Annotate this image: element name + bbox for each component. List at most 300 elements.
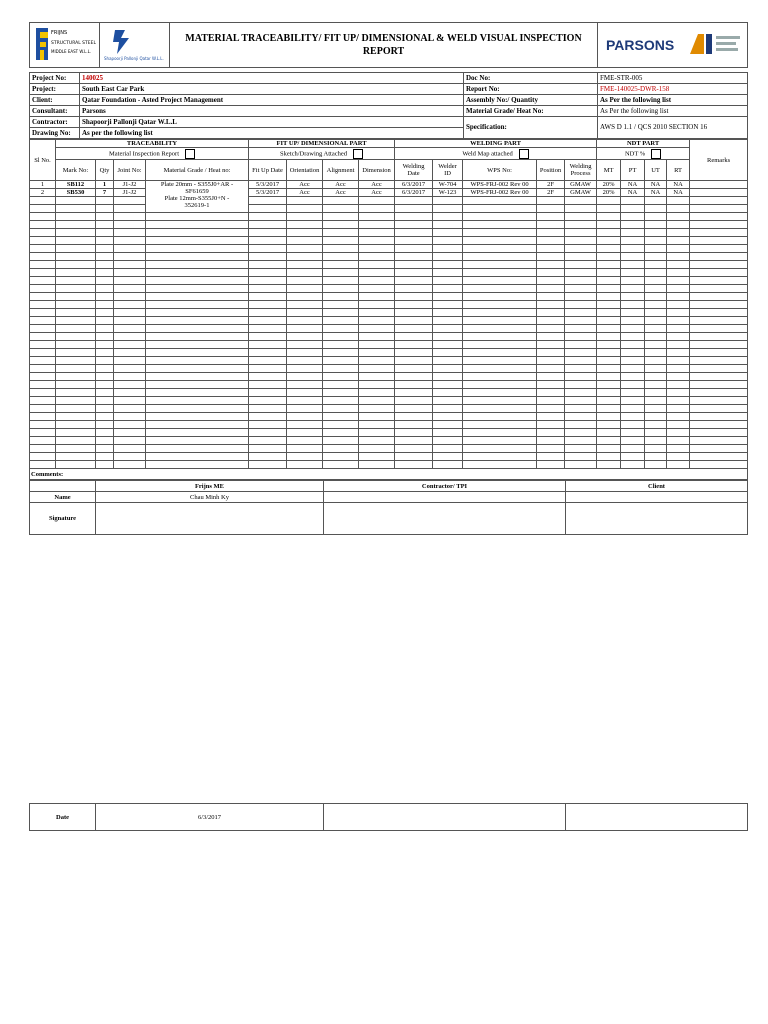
empty-cell (30, 429, 56, 437)
empty-cell (56, 445, 96, 453)
empty-cell (597, 253, 621, 261)
empty-cell (597, 453, 621, 461)
empty-cell (249, 301, 287, 309)
empty-cell (323, 293, 359, 301)
empty-cell (395, 445, 433, 453)
empty-cell (645, 413, 667, 421)
col-wps-no: WPS No: (463, 160, 537, 181)
empty-cell (667, 325, 690, 333)
empty-cell (323, 413, 359, 421)
empty-cell (690, 309, 748, 317)
empty-cell (96, 349, 114, 357)
cell-weld-date: 6/3/2017 (395, 189, 433, 197)
ndt-checkbox[interactable] (651, 149, 661, 159)
empty-cell (146, 245, 249, 253)
page-title (170, 23, 598, 68)
empty-cell (667, 253, 690, 261)
empty-cell (146, 293, 249, 301)
empty-cell (433, 389, 463, 397)
parsons-logo-icon (600, 24, 746, 64)
empty-cell (287, 237, 323, 245)
empty-cell (323, 453, 359, 461)
empty-cell (690, 429, 748, 437)
empty-cell (249, 413, 287, 421)
cell-weld-date: 6/3/2017 (395, 181, 433, 189)
empty-cell (30, 221, 56, 229)
empty-cell (537, 253, 565, 261)
table-row (30, 293, 748, 301)
shapoorji-logo (100, 23, 170, 68)
empty-cell (667, 461, 690, 469)
empty-cell (30, 293, 56, 301)
empty-cell (359, 341, 395, 349)
empty-cell (667, 365, 690, 373)
empty-cell (96, 389, 114, 397)
material-grade-line: SF61659 (185, 188, 209, 195)
empty-cell (565, 397, 597, 405)
empty-cell (323, 389, 359, 397)
empty-cell (463, 301, 537, 309)
empty-cell (30, 333, 56, 341)
empty-cell (359, 413, 395, 421)
empty-cell (645, 229, 667, 237)
cell-alignment: Acc (323, 189, 359, 197)
empty-cell (114, 341, 146, 349)
table-row (30, 341, 748, 349)
empty-cell (249, 245, 287, 253)
empty-cell (537, 373, 565, 381)
col-joint-no: Joint No: (114, 160, 146, 181)
empty-cell (645, 373, 667, 381)
empty-cell (433, 373, 463, 381)
empty-cell (395, 381, 433, 389)
material-report-checkbox[interactable] (185, 149, 195, 159)
cell-alignment: Acc (323, 181, 359, 189)
contractor-name: Shapoorji Pallonji Qatar W.L.L (80, 117, 464, 128)
empty-cell (621, 261, 645, 269)
empty-cell (56, 453, 96, 461)
frijns-logo-line1: FRIJNS (51, 29, 68, 36)
date-section (29, 803, 747, 831)
info-label: Project: (30, 84, 80, 95)
empty-cell (537, 461, 565, 469)
cell-fit-date: 5/3/2017 (249, 181, 287, 189)
empty-cell (287, 325, 323, 333)
table-row (30, 397, 748, 405)
empty-cell (359, 245, 395, 253)
empty-cell (597, 389, 621, 397)
empty-cell (56, 269, 96, 277)
empty-cell (56, 245, 96, 253)
empty-cell (433, 261, 463, 269)
empty-cell (56, 429, 96, 437)
empty-cell (667, 269, 690, 277)
weld-map-text: Weld Map attached (462, 149, 513, 157)
empty-cell (690, 397, 748, 405)
empty-cell (56, 349, 96, 357)
empty-cell (621, 349, 645, 357)
empty-cell (395, 293, 433, 301)
col-pt: PT (621, 160, 645, 181)
table-row (30, 381, 748, 389)
parsons-logo-label: PARSONS (606, 36, 675, 53)
empty-cell (323, 317, 359, 325)
empty-cell (146, 437, 249, 445)
empty-cell (537, 293, 565, 301)
sketch-checkbox[interactable] (353, 149, 363, 159)
empty-cell (645, 341, 667, 349)
empty-cell (645, 309, 667, 317)
empty-cell (537, 229, 565, 237)
empty-cell (395, 437, 433, 445)
empty-cell (56, 237, 96, 245)
empty-cell (114, 221, 146, 229)
empty-cell (395, 357, 433, 365)
empty-cell (463, 461, 537, 469)
empty-cell (56, 229, 96, 237)
empty-cell (359, 381, 395, 389)
empty-cell (690, 213, 748, 221)
info-label: Report No: (464, 84, 598, 95)
info-label: Project No: (30, 73, 80, 84)
cell-qty: 7 (96, 189, 114, 197)
empty-cell (323, 365, 359, 373)
ndt-header: NDT PART (597, 140, 690, 148)
fitup-header: FIT UP/ DIMENSIONAL PART (249, 140, 395, 148)
empty-cell (146, 317, 249, 325)
empty-cell (287, 221, 323, 229)
empty-cell (621, 229, 645, 237)
empty-cell (249, 229, 287, 237)
col-ut: UT (645, 160, 667, 181)
empty-cell (565, 437, 597, 445)
empty-cell (96, 357, 114, 365)
empty-cell (30, 261, 56, 269)
cell-welder: W-123 (433, 189, 463, 197)
empty-cell (621, 413, 645, 421)
table-row (30, 445, 748, 453)
empty-cell (645, 213, 667, 221)
empty-cell (114, 357, 146, 365)
empty-cell (395, 325, 433, 333)
empty-cell (433, 277, 463, 285)
empty-cell (96, 237, 114, 245)
empty-cell (597, 373, 621, 381)
empty-cell (565, 365, 597, 373)
contractor-name-field[interactable] (324, 492, 566, 503)
empty-cell (463, 429, 537, 437)
empty-cell (565, 277, 597, 285)
empty-cell (56, 317, 96, 325)
empty-cell (597, 213, 621, 221)
signoff-contractor: Contractor/ TPI (324, 481, 566, 492)
cell-wps: WPS-FRJ-002 Rev 00 (463, 189, 537, 197)
empty-cell (667, 301, 690, 309)
empty-cell (96, 429, 114, 437)
empty-cell (287, 397, 323, 405)
empty-cell (114, 333, 146, 341)
empty-cell (537, 309, 565, 317)
table-row (30, 197, 748, 205)
empty-cell (114, 461, 146, 469)
col-alignment: Alignment (323, 160, 359, 181)
empty-cell (565, 373, 597, 381)
empty-cell (645, 357, 667, 365)
cell-dimension: Acc (359, 189, 395, 197)
empty-cell (667, 445, 690, 453)
empty-cell (56, 301, 96, 309)
empty-cell (56, 413, 96, 421)
empty-cell (433, 357, 463, 365)
cell-remarks (690, 181, 748, 189)
empty-cell (359, 221, 395, 229)
cell-material-grade (146, 181, 249, 213)
client-signature-field[interactable] (566, 503, 748, 535)
signoff-table (29, 480, 748, 535)
empty-cell (30, 245, 56, 253)
empty-cell (114, 429, 146, 437)
cell-fit-date: 5/3/2017 (249, 189, 287, 197)
empty-cell (323, 397, 359, 405)
empty-cell (621, 389, 645, 397)
empty-cell (323, 373, 359, 381)
material-report-label (56, 148, 249, 160)
empty-cell (287, 277, 323, 285)
empty-cell (56, 285, 96, 293)
empty-cell (463, 373, 537, 381)
empty-cell (114, 381, 146, 389)
empty-cell (565, 445, 597, 453)
empty-cell (30, 309, 56, 317)
empty-cell (667, 285, 690, 293)
empty-cell (463, 317, 537, 325)
empty-cell (96, 301, 114, 309)
empty-cell (146, 397, 249, 405)
empty-cell (463, 309, 537, 317)
report-header (29, 22, 748, 68)
weld-map-checkbox[interactable] (519, 149, 529, 159)
empty-cell (323, 213, 359, 221)
empty-cell (114, 285, 146, 293)
info-label: Drawing No: (30, 128, 80, 139)
cell-sl: 1 (30, 181, 56, 189)
empty-cell (249, 269, 287, 277)
empty-cell (249, 421, 287, 429)
empty-cell (114, 317, 146, 325)
cell-pt: NA (621, 181, 645, 189)
empty-cell (597, 229, 621, 237)
sl-no-header: Sl No. (30, 140, 56, 181)
empty-cell (621, 221, 645, 229)
table-row (30, 453, 748, 461)
empty-cell (565, 453, 597, 461)
empty-cell (597, 245, 621, 253)
cell-pt: NA (621, 189, 645, 197)
consultant-name: Parsons (80, 106, 464, 117)
empty-cell (645, 277, 667, 285)
empty-cell (645, 237, 667, 245)
empty-cell (114, 437, 146, 445)
empty-cell (537, 341, 565, 349)
empty-cell (359, 349, 395, 357)
empty-cell (645, 437, 667, 445)
empty-cell (395, 301, 433, 309)
empty-cell (621, 253, 645, 261)
empty-cell (287, 437, 323, 445)
empty-cell (323, 461, 359, 469)
empty-cell (146, 301, 249, 309)
drawing-number: As per the following list (80, 128, 464, 139)
empty-cell (690, 373, 748, 381)
empty-cell (359, 405, 395, 413)
empty-cell (114, 453, 146, 461)
cell-process: GMAW (565, 189, 597, 197)
empty-cell (690, 461, 748, 469)
client-name-field[interactable] (566, 492, 748, 503)
empty-cell (287, 229, 323, 237)
col-welding-process: Welding Process (565, 160, 597, 181)
empty-cell (323, 245, 359, 253)
empty-cell (597, 365, 621, 373)
empty-cell (565, 229, 597, 237)
empty-cell (621, 365, 645, 373)
empty-cell (690, 253, 748, 261)
cell-rt: NA (667, 181, 690, 189)
empty-cell (621, 461, 645, 469)
empty-cell (287, 253, 323, 261)
empty-cell (565, 269, 597, 277)
empty-cell (114, 253, 146, 261)
empty-cell (667, 229, 690, 237)
empty-cell (463, 261, 537, 269)
empty-cell (395, 421, 433, 429)
empty-cell (395, 341, 433, 349)
empty-cell (96, 421, 114, 429)
table-row (30, 245, 748, 253)
empty-cell (537, 213, 565, 221)
empty-cell (323, 229, 359, 237)
empty-cell (287, 317, 323, 325)
empty-cell (249, 349, 287, 357)
empty-cell (249, 309, 287, 317)
empty-cell (597, 285, 621, 293)
empty-cell (249, 277, 287, 285)
empty-cell (146, 453, 249, 461)
col-dimension: Dimension (359, 160, 395, 181)
empty-cell (359, 213, 395, 221)
empty-cell (597, 317, 621, 325)
empty-cell (565, 317, 597, 325)
empty-cell (249, 381, 287, 389)
signoff-frijns: Frijns ME (96, 481, 324, 492)
empty-cell (359, 333, 395, 341)
cell-position: 2F (537, 181, 565, 189)
empty-cell (565, 293, 597, 301)
empty-cell (395, 269, 433, 277)
report-number: FME-140025-DWR-158 (598, 84, 748, 95)
empty-cell (114, 389, 146, 397)
empty-cell (463, 213, 537, 221)
empty-cell (597, 221, 621, 229)
empty-cell (359, 445, 395, 453)
empty-cell (537, 261, 565, 269)
client-date-field[interactable] (566, 804, 748, 831)
empty-cell (667, 405, 690, 413)
empty-cell (359, 429, 395, 437)
empty-cell (30, 301, 56, 309)
empty-cell (395, 213, 433, 221)
material-report-text: Material Inspection Report (108, 149, 180, 157)
material-grade-line: 352619-1 (184, 202, 210, 209)
cell-mark: SB530 (56, 189, 96, 197)
cell-ut: NA (645, 189, 667, 197)
empty-cell (395, 405, 433, 413)
empty-cell (359, 397, 395, 405)
inspection-report (29, 22, 747, 535)
empty-cell (30, 445, 56, 453)
empty-cell (537, 333, 565, 341)
empty-cell (146, 309, 249, 317)
info-label: Assembly No:/ Quantity (464, 95, 598, 106)
empty-cell (565, 413, 597, 421)
empty-cell (645, 325, 667, 333)
empty-cell (433, 421, 463, 429)
empty-cell (30, 365, 56, 373)
table-row (30, 269, 748, 277)
contractor-date-field[interactable] (324, 804, 566, 831)
empty-cell (463, 365, 537, 373)
table-row (30, 181, 748, 189)
empty-cell (96, 261, 114, 269)
empty-cell (287, 389, 323, 397)
empty-cell (249, 237, 287, 245)
empty-cell (667, 277, 690, 285)
empty-cell (645, 269, 667, 277)
frijns-signature-field[interactable] (96, 503, 324, 535)
empty-cell (597, 421, 621, 429)
empty-cell (537, 221, 565, 229)
empty-cell (323, 429, 359, 437)
table-row (30, 437, 748, 445)
empty-cell (323, 349, 359, 357)
empty-cell (359, 325, 395, 333)
empty-cell (96, 381, 114, 389)
empty-cell (433, 229, 463, 237)
empty-cell (645, 365, 667, 373)
empty-cell (565, 253, 597, 261)
empty-cell (56, 397, 96, 405)
frijns-name: Chau Minh Ky (96, 492, 324, 503)
empty-cell (323, 381, 359, 389)
empty-cell (96, 333, 114, 341)
empty-cell (433, 317, 463, 325)
project-info (29, 72, 748, 139)
empty-cell (323, 237, 359, 245)
empty-cell (395, 277, 433, 285)
empty-cell (30, 421, 56, 429)
contractor-signature-field[interactable] (324, 503, 566, 535)
empty-cell (359, 229, 395, 237)
empty-cell (621, 285, 645, 293)
empty-cell (621, 397, 645, 405)
project-name: South East Car Park (80, 84, 464, 95)
empty-cell (645, 405, 667, 413)
empty-cell (463, 325, 537, 333)
empty-cell (667, 397, 690, 405)
table-row (30, 301, 748, 309)
empty-cell (287, 341, 323, 349)
empty-cell (249, 341, 287, 349)
